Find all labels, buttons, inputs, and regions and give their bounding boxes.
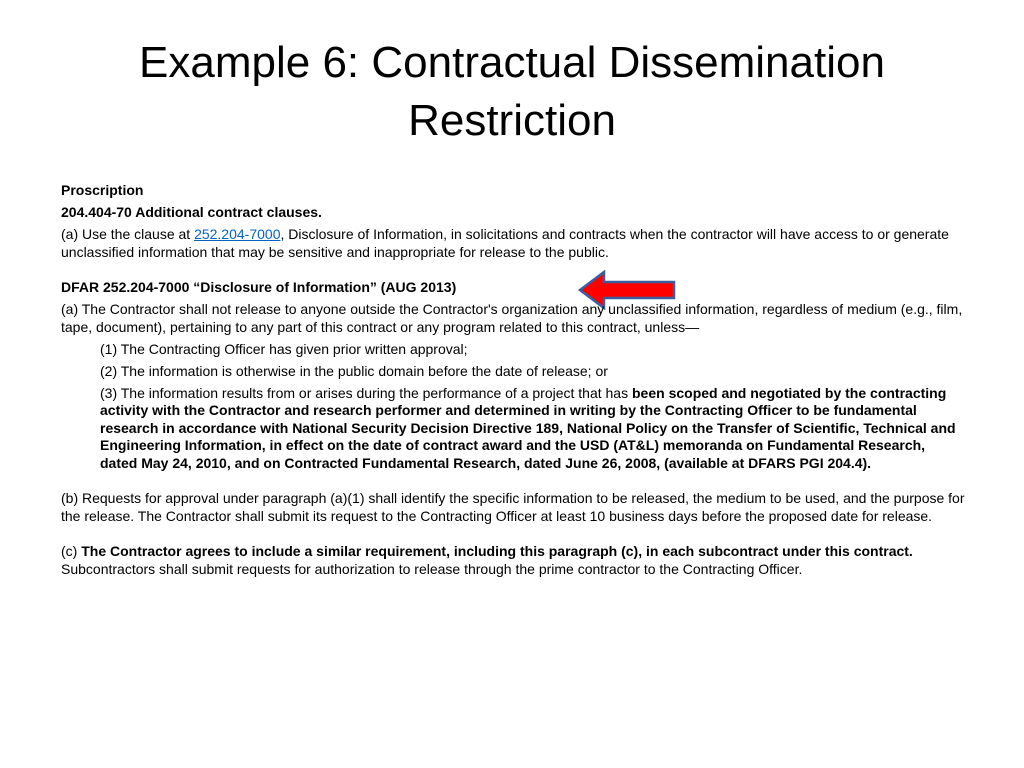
paragraph-a-prefix: (a) Use the clause at [61, 226, 195, 242]
clause-link[interactable]: 252.204-7000 [194, 226, 281, 242]
dfar-paragraph-a: (a) The Contractor shall not release to anyone outside the Contractor's organization any unclassified information, regardless of medium (e.g., film, tape, document), pertaining to any part of this contract or any program related to this contract, unless— [61, 301, 963, 335]
slide-body [61, 182, 966, 583]
slide-title-line-1: Example 6: Contractual Dissemination [139, 38, 885, 87]
clause-heading: 204.404-70 Additional contract clauses. [61, 204, 322, 220]
paragraph-a-use-clause [61, 226, 966, 261]
dfar-item-3-bold: been scoped and negotiated by the contracting activity with the Contractor and research performer and determined in writing by the Contracting Officer to be fundamental research in accordance with National Security Decision Directive 189, National Policy on the Transfer of Scientific, Technical and Engineering Information, in effect on the date of contract award and the USD (AT&L) memoranda on Fundamental Research, dated May 24, 2010, and on Contracted Fundamental Research, dated June 26, 2008, (available at DFARS PGI 204.4). [100, 384, 956, 471]
dfar-paragraph-b: (b) Requests for approval under paragraph (a)(1) shall identify the specific information to be released, the medium to be used, and the purpose for the release. The Contractor shall submit its request to the Contracting Officer at least 10 business days before the proposed date for release. [61, 490, 965, 524]
dfar-item-1: (1) The Contracting Officer has given prior written approval; [100, 340, 468, 357]
paragraph-c-prefix: (c) [61, 543, 82, 559]
dfar-item-2: (2) The information is otherwise in the public domain before the date of release; or [100, 362, 608, 379]
paragraph-c-bold: The Contractor agrees to include a similar requirement, including this paragraph (c), in each subcontract under this contract. [81, 543, 913, 559]
proscription-heading: Proscription [61, 182, 144, 198]
dfar-item-3-prefix: (3) The information results from or arises during the performance of a project that has [100, 384, 632, 401]
dfar-paragraph-c [61, 543, 966, 578]
slide-title-line-2: Restriction [408, 96, 616, 145]
slide-title [40, 34, 984, 150]
dfar-item-3 [61, 385, 966, 473]
paragraph-c-suffix: Subcontractors shall submit requests for authorization to release through the prime contractor to the Contracting Officer. [61, 560, 803, 577]
dfar-heading: DFAR 252.204-7000 “Disclosure of Information” (AUG 2013) [61, 279, 457, 295]
paragraph-a-suffix: , Disclosure of Information, in solicitations and contracts when the contractor will have access to or generate unclassified information that may be sensitive and inappropriate for release to the public. [61, 226, 949, 260]
